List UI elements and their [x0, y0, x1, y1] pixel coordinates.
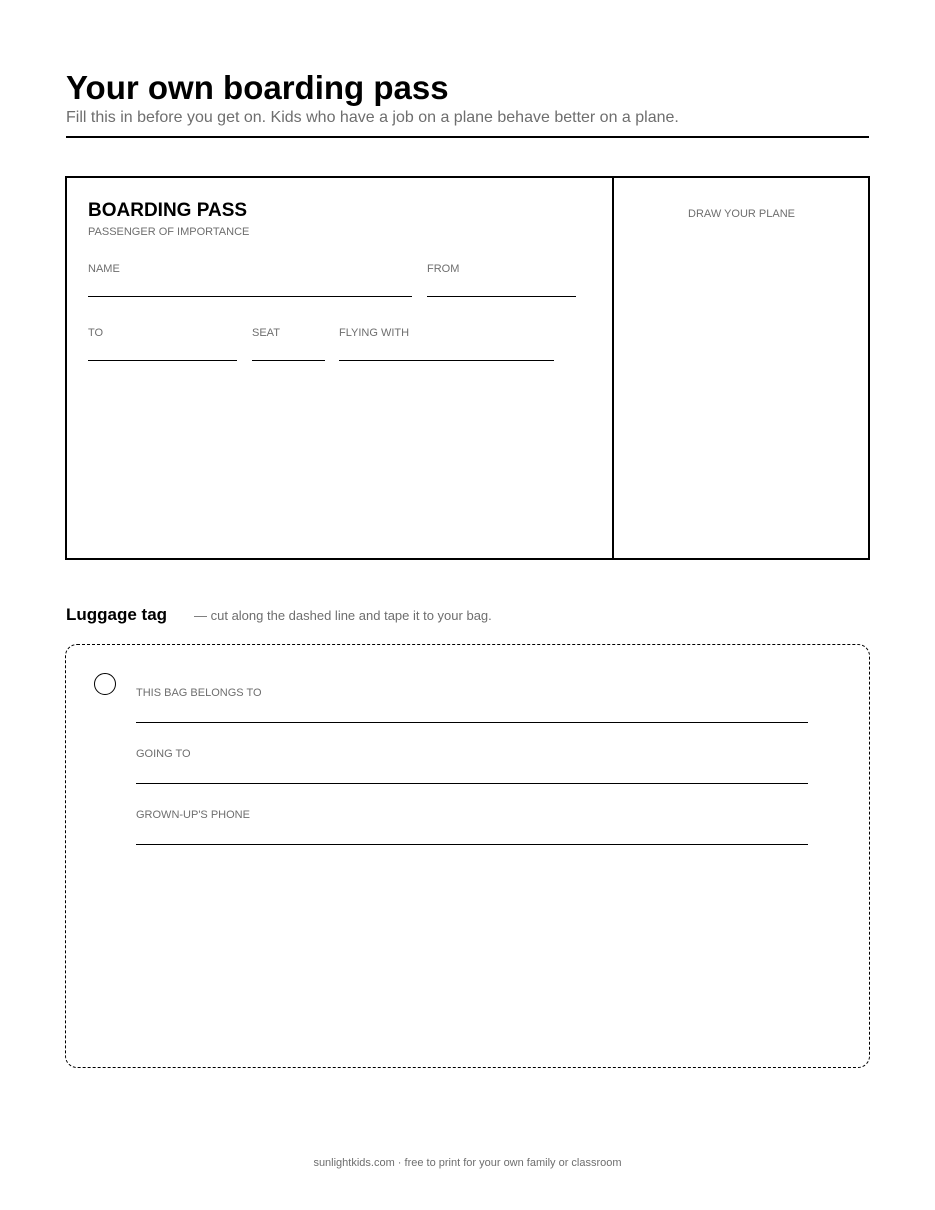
seat-field-label: SEAT [252, 327, 280, 339]
title-divider [66, 136, 869, 138]
to-write-line[interactable] [88, 360, 237, 361]
name-write-line[interactable] [88, 296, 412, 297]
going-to-write-line[interactable] [136, 783, 808, 784]
from-field-label: FROM [427, 263, 460, 275]
stub-divider [612, 178, 614, 558]
draw-your-plane-label: DRAW YOUR PLANE [688, 208, 795, 220]
boarding-pass-subtitle: PASSENGER OF IMPORTANCE [88, 226, 250, 238]
phone-field-label: GROWN-UP'S PHONE [136, 809, 250, 821]
luggage-tag-heading: Luggage tag [66, 605, 168, 624]
boarding-pass-title: BOARDING PASS [88, 200, 248, 221]
phone-write-line[interactable] [136, 844, 808, 845]
luggage-tag-instructions: — cut along the dashed line and tape it to your bag. [194, 608, 492, 623]
from-write-line[interactable] [427, 296, 576, 297]
flying-with-write-line[interactable] [339, 360, 554, 361]
name-field-label: NAME [88, 263, 120, 275]
boarding-pass-card [65, 176, 870, 560]
tag-hole-circle [94, 673, 116, 695]
page-subtitle: Fill this in before you get on. Kids who have a job on a plane behave better on a plane. [66, 109, 679, 126]
going-to-field-label: GOING TO [136, 748, 191, 760]
page-footer: sunlightkids.com · free to print for your own family or classroom [313, 1157, 622, 1169]
flying-with-field-label: FLYING WITH [339, 327, 410, 339]
belongs-to-field-label: THIS BAG BELONGS TO [136, 687, 262, 699]
page-title: Your own boarding pass [66, 69, 449, 106]
seat-write-line[interactable] [252, 360, 325, 361]
belongs-to-write-line[interactable] [136, 722, 808, 723]
to-field-label: TO [88, 327, 104, 339]
luggage-tag-card [65, 644, 870, 1068]
